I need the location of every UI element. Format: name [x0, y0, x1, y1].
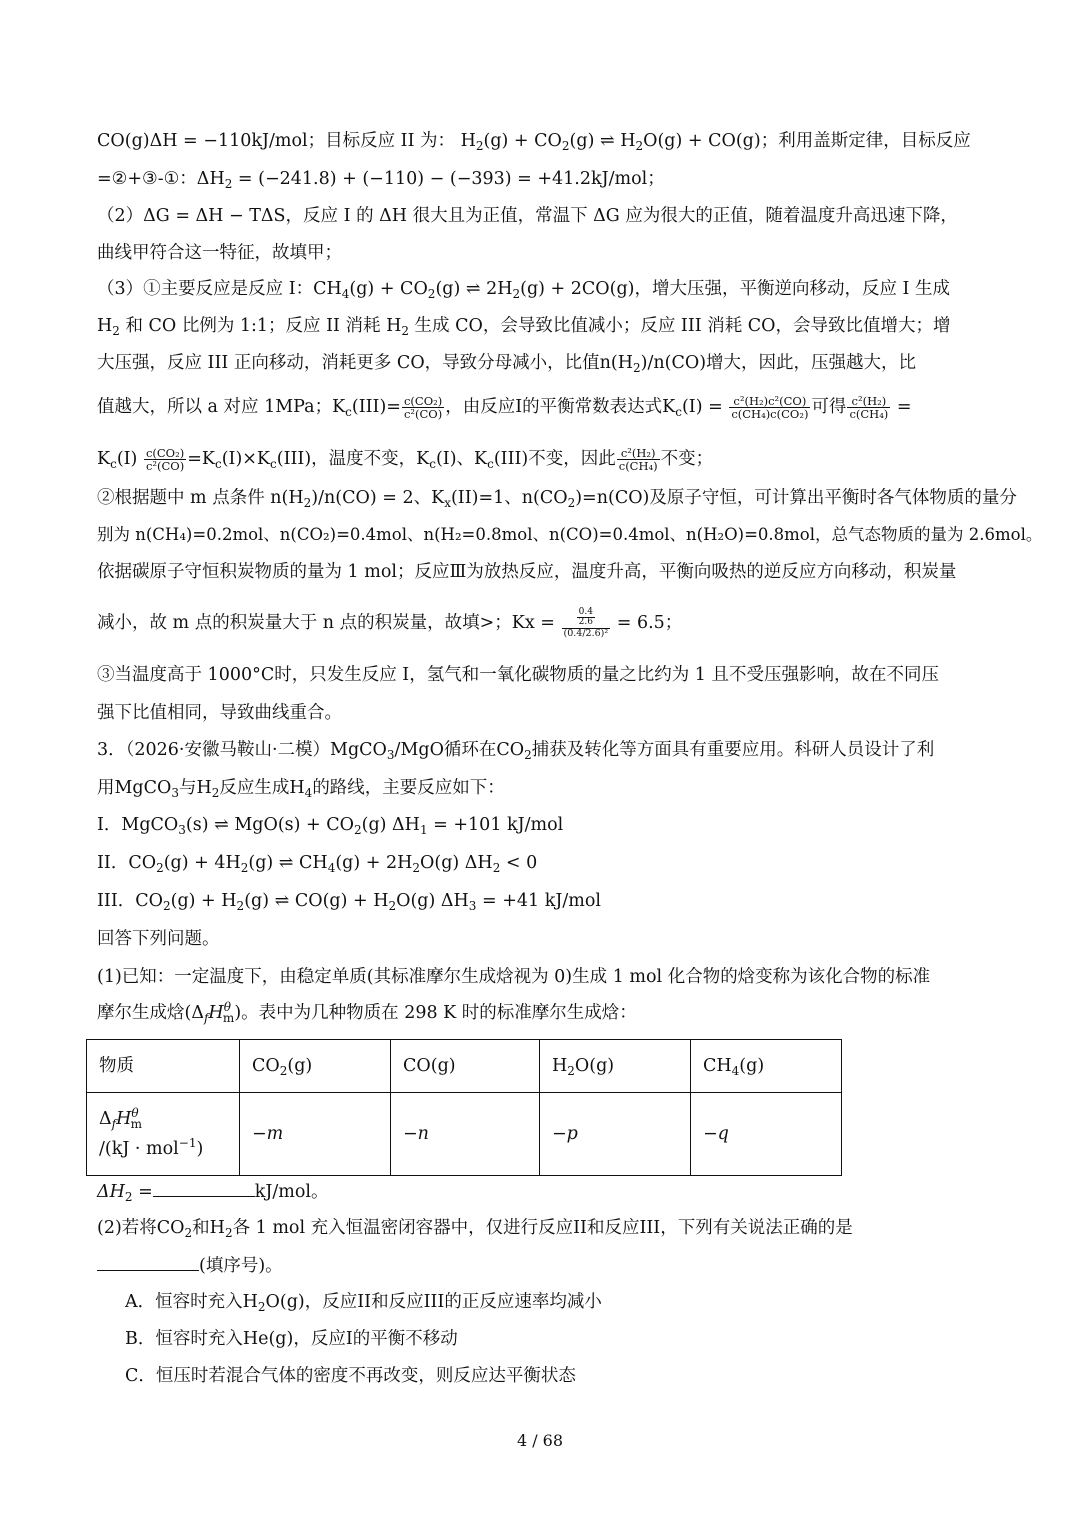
answer-blank-q2[interactable] [97, 1252, 199, 1271]
value-ch4: −q [691, 1093, 842, 1176]
value-h2o: −p [540, 1093, 691, 1176]
option-c: C．恒压时若混合气体的密度不再改变，则反应达平衡状态 [125, 1366, 576, 1386]
solution-line-13: 减小，故 m 点的积炭量大于 n 点的积炭量，故填>；Kx = $\frac{\frac{0.4}{2.6}}{\text{(0.4/2.6)²}}$ = 6.5； [97, 607, 683, 639]
question-2-line-2: (填序号)。 [97, 1252, 986, 1279]
value-co2: −m [240, 1093, 391, 1176]
header-co: CO(g) [391, 1040, 540, 1093]
header-ch4: $CH_4(g)$ [691, 1040, 842, 1093]
fraction-h2-ch4-b: $\frac{\text{c²(H₂)}}{\text{c(CH₄)}}$ [618, 445, 658, 473]
reaction-1: I．MgCO$_3$(s) ⇌ $MgO(s) + CO_2(g) \Delta H_1 = +101$ kJ/mol [97, 815, 564, 837]
header-h2o: $H_2O(g)$ [540, 1040, 691, 1093]
header-co2: $CO_2(g)$ [240, 1040, 391, 1093]
solution-line-9: $K_c(I)$ $\frac{\text{c(CO₂)}}{\text{c²(CO)}}$ $=K_c(I)\times K_c(III)$，温度不变，$K_c(I)$、$K_c(III)$不变，因此 $\frac{\text{c²(H₂)}}{\text{c(CH₄)}}$ 不变； [97, 445, 714, 473]
fraction-kc3-b: $\frac{\text{c(CO₂)}}{\text{c²(CO)}}$ [145, 445, 185, 473]
solution-line-10: ②根据题中 m 点条件 $n(H_2)/n(CO) = 2$、$K_x(II)=1$、$n(CO_2)=n(CO)$及原子守恒，可计算出平衡时各气体物质的量分 [97, 488, 1017, 510]
reaction-2: II．$CO_2(g) + 4H_2(g)$ ⇌ $CH_4(g) + 2H_2O(g) \Delta H_2 < 0$ [97, 853, 538, 875]
solution-line-3: （2）ΔG = ΔH − TΔS，反应 I 的 ΔH 很大且为正值，常温下 ΔG 应为很大的正值，随着温度升高迅速下降， [97, 206, 958, 226]
option-a: A．恒容时充入$H_2O(g)$，反应II和反应III的正反应速率均减小 [125, 1292, 602, 1314]
solution-line-15: 强下比值相同，导致曲线重合。 [97, 703, 342, 723]
solution-line-1: CO(g)ΔH = −110kJ/mol；目标反应 II 为： $H_2(g) + CO_2(g)$ ⇌ $H_2O(g) + CO(g)$；利用盖斯定律，目标反应 [97, 131, 971, 153]
problem-3-intro-line-2: 用MgCO$_3$与$H_2$反应生成$H_4$的路线，主要反应如下： [97, 778, 505, 800]
problem-3-intro-line-1: 3．（2026·安徽马鞍山·二模）MgCO$_3$/MgO循环在$CO_2$捕获及转化等方面具有重要应用。科研人员设计了利 [97, 740, 935, 762]
question-2-line-1: (2)若将$CO_2$和$H_2$各 1 mol 充入恒温密闭容器中，仅进行反应II和反应III，下列有关说法正确的是 [97, 1218, 853, 1240]
solution-line-5: （3）①主要反应是反应 I：$CH_4(g) + CO_2(g)$ ⇌ $2H_2(g) + 2CO(g)$，增大压强，平衡逆向移动，反应 I 生成 [97, 279, 951, 301]
solution-line-6: $H_2$ 和 CO 比例为 1:1；反应 II 消耗 $H_2$ 生成 CO，会导致比值减小；反应 III 消耗 CO，会导致比值增大；增 [97, 316, 951, 338]
table-header-row [87, 1040, 842, 1093]
enthalpy-table [86, 1039, 842, 1176]
question-1-line-1: (1)已知：一定温度下，由稳定单质(其标准摩尔生成焓视为 0)生成 1 mol 化合物的焓变称为该化合物的标准 [97, 967, 931, 987]
table-row [87, 1093, 842, 1176]
solution-line-4: 曲线甲符合这一特征，故填甲； [97, 243, 342, 263]
option-b: B．恒容时充入He(g)，反应I的平衡不移动 [125, 1329, 458, 1349]
question-prompt: 回答下列问题。 [97, 929, 220, 949]
solution-line-8: 值越大，所以 a 对应 1MPa；$K_c(III)=$ $\frac{\text{c(CO₂)}}{\text{c²(CO)}}$ ，由反应Ⅰ的平衡常数表达式$K_c(I)$ = $\frac{\text{c²(H₂)c²(CO)}}{\text{c(CH₄)c(CO₂)}}$ 可得 $\frac{\text{c²(H₂)}}{\text{c(CH₄)}}$ = [97, 393, 912, 421]
solution-line-2: =②+③-①：$\Delta H_2 = (-241.8) + (-110) - (-393) = +41.2kJ/mol$； [97, 169, 665, 191]
fraction-kx: $\frac{\frac{0.4}{2.6}}{\text{(0.4/2.6)²}}$ [563, 607, 609, 639]
solution-line-12: 依据碳原子守恒积炭物质的量为 1 mol；反应Ⅲ为放热反应，温度升高，平衡向吸热的逆反应方向移动，积炭量 [97, 562, 957, 582]
solution-line-11: 别为 n(CH₄)=0.2mol、n(CO₂)=0.4mol、n(H₂=0.8mol、n(CO)=0.4mol、n(H₂O)=0.8mol，总气态物质的量为 2.6mol。 [97, 525, 1043, 544]
value-co: −n [391, 1093, 540, 1176]
page-number: 4 / 68 [516, 1431, 564, 1450]
answer-blank-line-1: $\Delta H_2 = kJ/mol$。 [97, 1178, 986, 1205]
reaction-3: III．$CO_2(g) + H_2(g)$ ⇌ $CO(g) + H_2O(g) \Delta H_3 = +41$ kJ/mol [97, 891, 601, 913]
solution-line-7: 大压强，反应 III 正向移动，消耗更多 CO，导致分母减小，比值$n(H_2)/n(CO)$增大，因此，压强越大，比 [97, 353, 917, 375]
row-label-enthalpy: $\Delta_fH^\theta_m$ /(kJ · mol$^{-1}$) [87, 1093, 240, 1176]
answer-blank-dh2[interactable] [153, 1178, 255, 1197]
header-substance: 物质 [87, 1040, 240, 1093]
fraction-kc3: $\frac{\text{c(CO₂)}}{\text{c²(CO)}}$ [403, 393, 443, 421]
fraction-h2-ch4: $\frac{\text{c²(H₂)}}{\text{c(CH₄)}}$ [849, 393, 889, 421]
question-1-line-2: 摩尔生成焓$(\Delta_fH^\theta_m)$。表中为几种物质在 298 K 时的标准摩尔生成焓： [97, 1000, 637, 1025]
solution-line-14: ③当温度高于 1000°C时，只发生反应 I，氢气和一氧化碳物质的量之比约为 1 且不受压强影响，故在不同压 [97, 665, 939, 685]
fraction-kc1: $\frac{\text{c²(H₂)c²(CO)}}{\text{c(CH₄)c(CO₂)}}$ [731, 393, 809, 421]
